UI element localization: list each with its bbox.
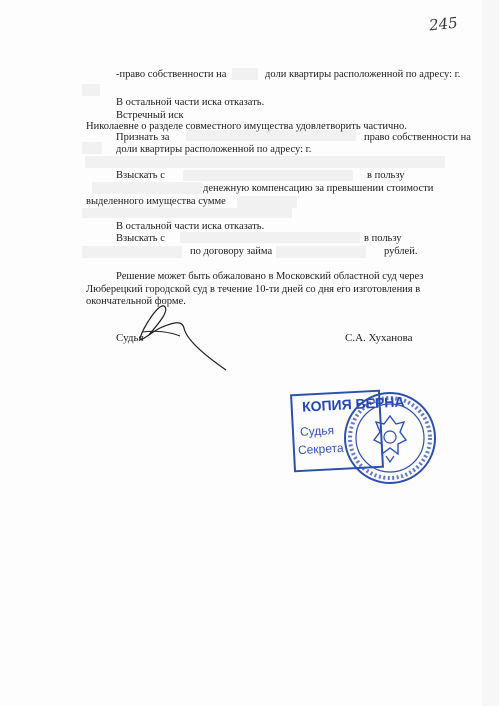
text-line: по договору займа [190, 246, 273, 257]
page-edge-shadow [482, 0, 499, 706]
text-line: денежную компенсацию за превышении стоимости [203, 183, 434, 194]
text-line: Николаевне о разделе совместного имущества удовлетворить частично. [86, 121, 407, 132]
redaction [85, 156, 445, 168]
text-line: окончательной форме. [86, 296, 186, 307]
text-line: рублей. [384, 246, 418, 257]
text-line: -право собственности на [116, 69, 227, 80]
redaction [82, 84, 100, 96]
redaction [180, 232, 360, 243]
redaction [82, 246, 182, 258]
text-line: в пользу [367, 170, 405, 181]
text-line: В остальной части иска отказать. [116, 221, 265, 232]
text-line: В остальной части иска отказать. [116, 97, 265, 108]
redaction [82, 142, 102, 154]
redaction [92, 182, 202, 194]
text-line: доли квартиры расположенной по адресу: г. [265, 69, 461, 80]
copy-stamp-line: Секрета [297, 440, 344, 458]
text-line: в пользу [364, 233, 402, 244]
text-line: доли квартиры расположенной по адресу: г. [116, 144, 312, 155]
redaction [82, 208, 292, 218]
court-seal-icon [342, 390, 438, 486]
redaction [237, 196, 297, 208]
text-line: Люберецкий городской суд в течение 10-ти дней со дня его изготовления в [86, 284, 421, 295]
copy-stamp-title: КОПИЯ ВЕРНА [301, 393, 405, 415]
judge-label: Судья [116, 332, 144, 344]
text-line: Взыскать с [116, 233, 165, 244]
redaction [183, 170, 353, 181]
redaction [276, 246, 366, 258]
judge-name: С.А. Хуханова [345, 332, 413, 344]
text-line: право собственности на [364, 132, 471, 143]
text-line: Встречный иск [116, 110, 184, 121]
page-number: 245 [428, 13, 459, 35]
text-line: Решение может быть обжаловано в Московский областной суд через [116, 271, 424, 282]
copy-stamp-line: Судья [299, 423, 335, 439]
signature-mark [130, 292, 240, 374]
redaction [232, 68, 258, 80]
text-line: выделенного имущества сумме [86, 196, 226, 207]
text-line: Взыскать с [116, 170, 165, 181]
text-line: Признать за [116, 132, 170, 143]
